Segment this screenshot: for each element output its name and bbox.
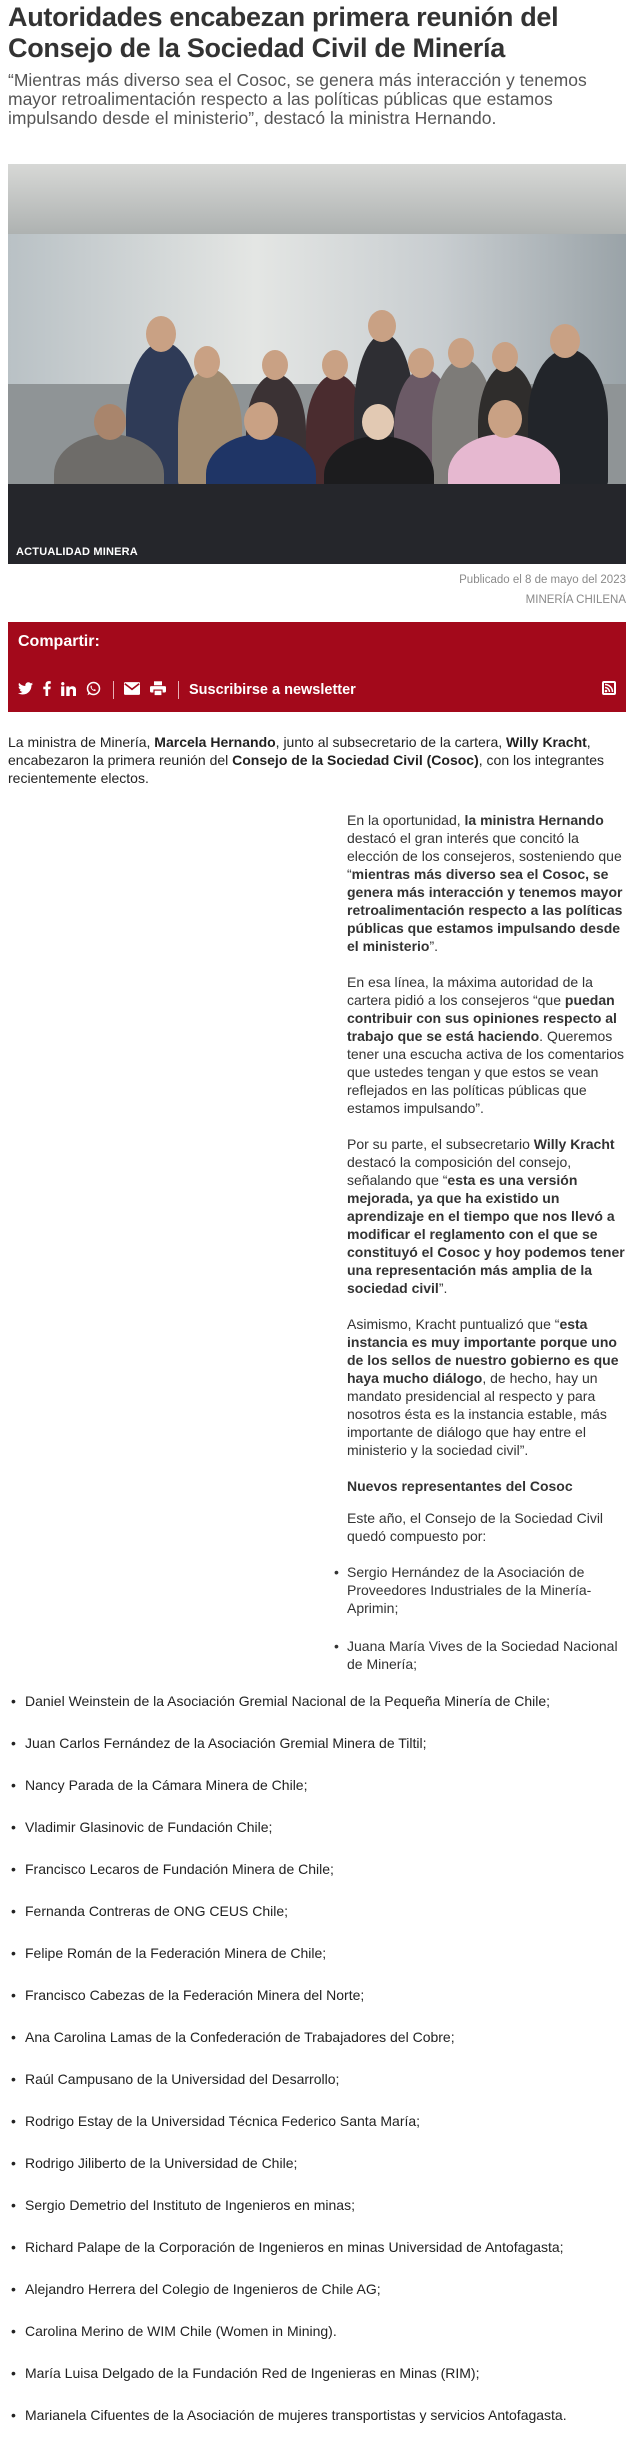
photo-face (322, 350, 348, 380)
section-subheading: Nuevos representantes del Cosoc (347, 1478, 573, 1494)
body-paragraph: Asimismo, Kracht puntualizó que “esta instancia es muy importante porque uno de los sellos de nuestro gobierno es que haya mucho diálogo, de hecho, hay un mandato presidencial al respecto y para nosotros ésta es la instancia estable, más importante de diálogo que hay entre el ministerio y la sociedad civil”. (347, 1316, 619, 1458)
newsletter-link[interactable]: Suscribirse a newsletter (189, 682, 356, 698)
list-item: • Juana María Vives de la Sociedad Nacional de Minería; (347, 1637, 626, 1673)
photo-face (244, 402, 278, 440)
highlight-org: Consejo de la Sociedad Civil (Cosoc) (232, 752, 479, 768)
members-list (8, 1692, 626, 2424)
photo-face (448, 338, 474, 368)
photo-face (550, 324, 580, 358)
list-item: • Rodrigo Jiliberto de la Universidad de Chile; (8, 2154, 626, 2172)
photo-face (408, 348, 434, 378)
list-item: • Daniel Weinstein de la Asociación Gremial Nacional de la Pequeña Minería de Chile; (8, 1692, 626, 1710)
share-divider (178, 681, 179, 699)
article-title: Autoridades encabezan primera reunión del Consejo de la Sociedad Civil de Minería (8, 2, 559, 63)
rss-icon[interactable] (602, 681, 616, 695)
list-item: • Ana Carolina Lamas de la Confederación de Trabajadores del Cobre; (8, 2028, 626, 2046)
photo-face (362, 404, 394, 440)
source-name: MINERÍA CHILENA (525, 594, 626, 606)
list-item: • Rodrigo Estay de la Universidad Técnica Federico Santa María; (8, 2112, 626, 2130)
photo-face (368, 310, 396, 342)
body-paragraph: En la oportunidad, la ministra Hernando destacó el gran interés que concitó la elección de los consejeros, sosteniendo que “mientras más diverso sea el Cosoc, se genera más interacción y tenemos mayor retroalimentación respecto a las políticas públicas que estamos impulsando desde el ministerio”. (347, 812, 623, 954)
photo-face (492, 342, 518, 372)
article-intro: La ministra de Minería, Marcela Hernando, junto al subsecretario de la cartera, Willy Kracht, encabezaron la primera reunión del Consejo de la Sociedad Civil (Cosoc), con los integrantes recientemente electos. (8, 734, 605, 786)
print-icon[interactable] (150, 681, 166, 699)
publication-meta (8, 570, 626, 610)
list-item: • Richard Palape de la Corporación de Ingenieros en minas Universidad de Antofagasta; (8, 2238, 626, 2256)
members-list-column (347, 1563, 626, 1673)
list-item: • Felipe Román de la Federación Minera de Chile; (8, 1944, 626, 1962)
list-item: • Nancy Parada de la Cámara Minera de Chile; (8, 1776, 626, 1794)
article-body-column (347, 811, 626, 1673)
list-item: • Carolina Merino de WIM Chile (Women in Mining). (8, 2322, 626, 2340)
share-title: Compartir: (18, 633, 100, 650)
whatsapp-icon[interactable] (86, 681, 101, 699)
twitter-icon[interactable] (18, 682, 33, 698)
highlight-name: Marcela Hernando (154, 734, 276, 750)
publish-date: Publicado el 8 de mayo del 2023 (459, 574, 626, 586)
photo-face (262, 350, 288, 380)
body-paragraph: Este año, el Consejo de la Sociedad Civil quedó compuesto por: (347, 1510, 604, 1544)
list-item: • Francisco Cabezas de la Federación Minera del Norte; (8, 1986, 626, 2004)
photo-face (94, 404, 126, 440)
photo-ceiling (8, 164, 626, 234)
list-item: • Alejandro Herrera del Colegio de Ingenieros de Chile AG; (8, 2280, 626, 2298)
share-divider (113, 681, 114, 699)
share-icons (18, 681, 356, 699)
list-item: • Fernanda Contreras de ONG CEUS Chile; (8, 1902, 626, 1920)
article-lead: “Mientras más diverso sea el Cosoc, se genera más interacción y tenemos mayor retroalimentación respecto a las políticas públicas que estamos impulsando desde el ministerio”, destacó la ministra Hernando. (8, 70, 587, 128)
list-item: • María Luisa Delgado de la Fundación Red de Ingenieras en Minas (RIM); (8, 2364, 626, 2382)
email-icon[interactable] (124, 682, 140, 698)
list-item: • Raúl Campusano de la Universidad del Desarrollo; (8, 2070, 626, 2088)
highlight-name: Willy Kracht (506, 734, 587, 750)
article-photo (8, 164, 626, 564)
body-paragraph: Por su parte, el subsecretario Willy Kracht destacó la composición del consejo, señalando que “esta es una versión mejorada, ya que ha existido un aprendizaje en el tiempo que nos llevó a modificar el reglamento con el que se constituyó el Cosoc y hoy podemos tener una representación más amplia de la sociedad civil”. (347, 1136, 625, 1296)
facebook-icon[interactable] (43, 681, 51, 699)
list-item: • Juan Carlos Fernández de la Asociación Gremial Minera de Tiltil; (8, 1734, 626, 1752)
body-paragraph: En esa línea, la máxima autoridad de la cartera pidió a los consejeros “que puedan contribuir con sus opiniones respecto al trabajo que se está haciendo. Queremos tener una escucha activa de los comentarios que ustedes tengan y que estos se vean reflejados en las políticas públicas que estamos impulsando”. (347, 974, 625, 1116)
share-bar (8, 622, 626, 712)
list-item: • Sergio Demetrio del Instituto de Ingenieros en minas; (8, 2196, 626, 2214)
list-item: • Marianela Cifuentes de la Asociación de mujeres transportistas y servicios Antofagasta. (8, 2406, 626, 2424)
list-item: • Vladimir Glasinovic de Fundación Chile; (8, 1818, 626, 1836)
photo-window (8, 234, 626, 384)
list-item: • Francisco Lecaros de Fundación Minera de Chile; (8, 1860, 626, 1878)
photo-face (488, 400, 522, 438)
list-item: • Sergio Hernández de la Asociación de Proveedores Industriales de la Minería-Aprimin; (347, 1563, 626, 1617)
photo-caption: ACTUALIDAD MINERA (16, 546, 138, 558)
linkedin-icon[interactable] (61, 682, 76, 699)
photo-face (146, 316, 176, 352)
photo-face (194, 346, 220, 378)
